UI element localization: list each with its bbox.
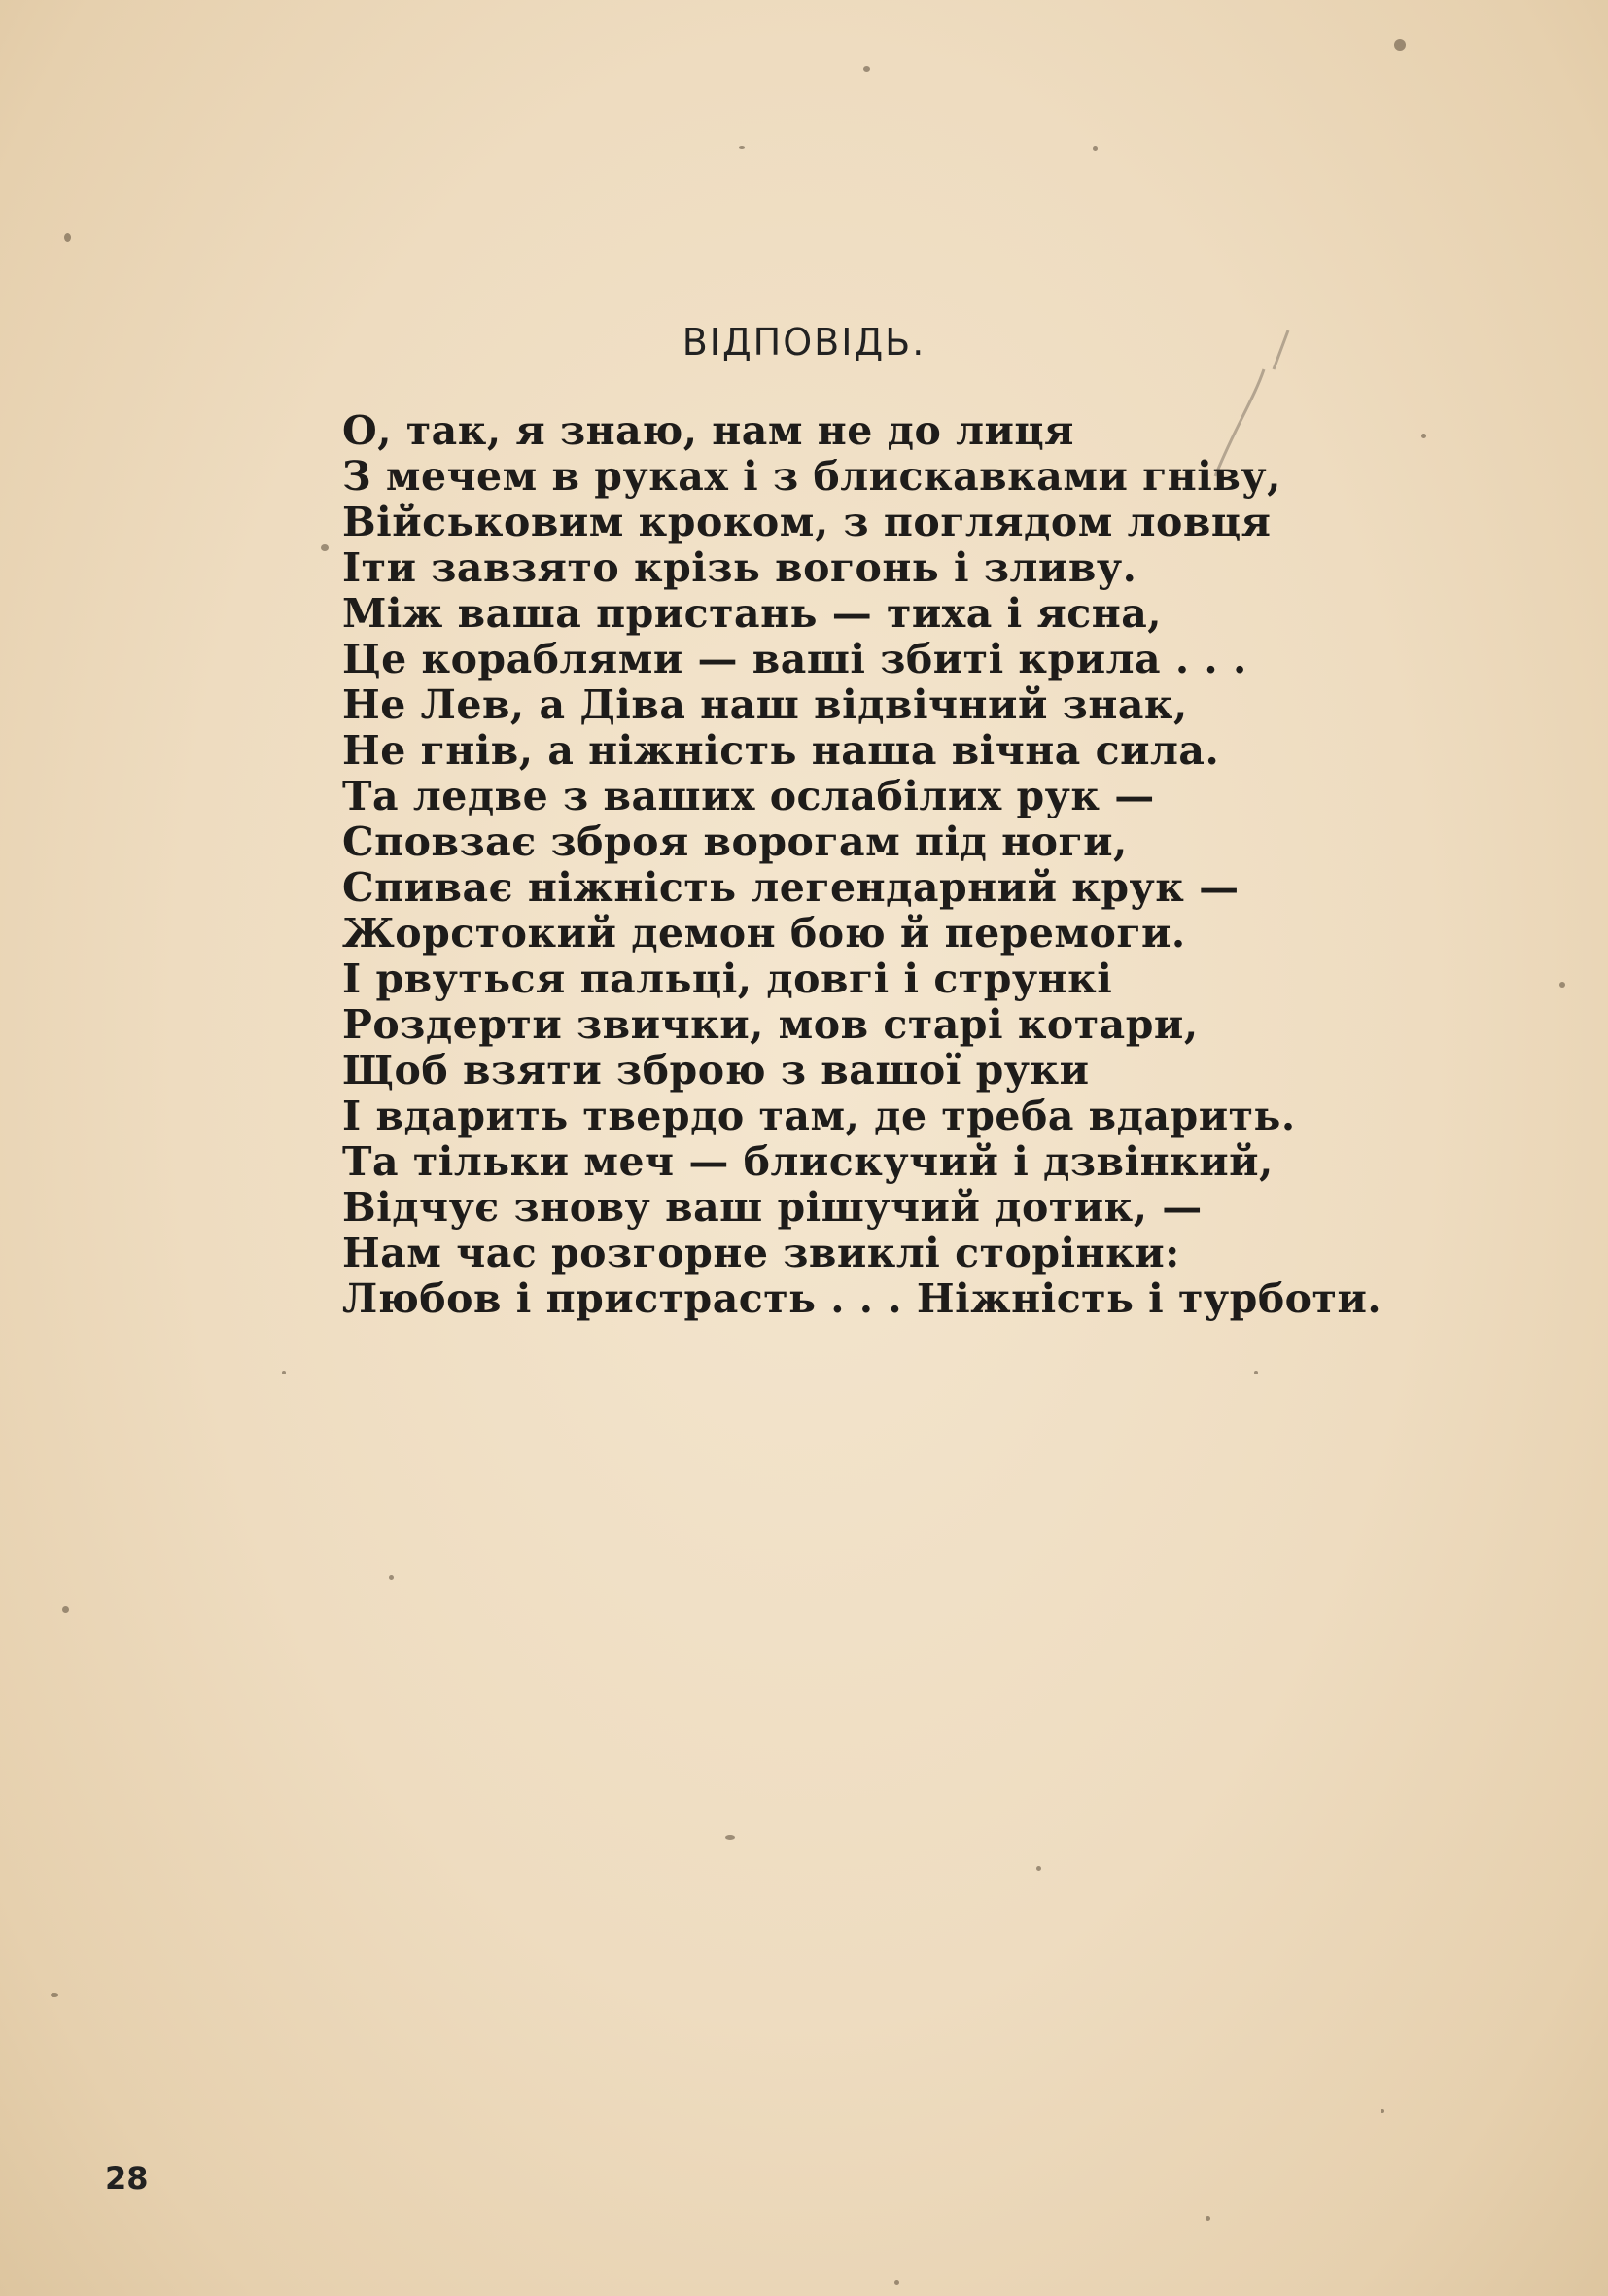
paper-speck: [1093, 146, 1098, 151]
poem-line: Військовим кроком, з поглядом ловця: [342, 499, 1272, 545]
paper-speck: [282, 1371, 286, 1374]
paper-speck: [1036, 1866, 1041, 1871]
paper-speck: [389, 1575, 394, 1580]
poem-line: Та ледве з ваших ослабілих рук —: [342, 773, 1155, 819]
paper-speck: [321, 544, 329, 551]
paper-speck: [1559, 982, 1565, 988]
poem-line: Не гнів, а ніжність наша вічна сила.: [342, 727, 1220, 774]
paper-speck: [1394, 39, 1406, 51]
poem-body: [342, 408, 1460, 1322]
poem-line: Не Лев, а Діва наш відвічний знак,: [342, 681, 1188, 728]
poem-line: Щоб взяти зброю з вашої руки: [342, 1047, 1090, 1094]
paper-speck: [1206, 2216, 1210, 2221]
page-number: 28: [105, 2160, 149, 2197]
poem-line: І вдарить твердо там, де треба вдарить.: [342, 1093, 1296, 1139]
poem-line: Мiж ваша пристань — тиха і ясна,: [342, 590, 1163, 637]
paper-speck: [725, 1835, 735, 1840]
poem-line: Сповзає зброя ворогам під ноги,: [342, 818, 1128, 865]
poem-line: Іти завзято крізь вогонь і зливу.: [342, 544, 1137, 591]
poem-line: З мечем в руках і з блискавками гніву,: [342, 453, 1281, 500]
paper-speck: [1254, 1371, 1258, 1374]
poem-line: Нам час розгорне звиклі сторінки:: [342, 1230, 1180, 1276]
poem-line: Це кораблями — ваші збиті крила . . .: [342, 636, 1247, 682]
paper-speck: [51, 1993, 58, 1997]
paper-speck: [1381, 2109, 1384, 2113]
paper-speck: [62, 1606, 69, 1613]
poem-title: ВІДПОВІДЬ.: [682, 321, 926, 364]
poem-line: О, так, я знаю, нам не до лиця: [342, 407, 1074, 454]
paper-speck: [739, 146, 745, 149]
poem-line: Любов і пристрасть . . . Ніжність і турботи.: [342, 1275, 1382, 1322]
poem-line: Роздерти звички, мов старі котари,: [342, 1001, 1199, 1048]
paper-speck: [64, 233, 71, 242]
poem-line: Та тільки меч — блискучий і дзвінкий,: [342, 1138, 1274, 1185]
poem-line: Відчує знову ваш рішучий дотик, —: [342, 1184, 1203, 1231]
paper-speck: [894, 2280, 899, 2285]
poem-line: І рвуться пальці, довгі і стрункі: [342, 956, 1113, 1002]
paper-speck: [863, 66, 870, 72]
poem-line: Спиває ніжність легендарний крук —: [342, 864, 1240, 911]
paper-speck: [1421, 434, 1426, 438]
poem-line: Жорстокий демон бою й перемоги.: [342, 910, 1186, 957]
